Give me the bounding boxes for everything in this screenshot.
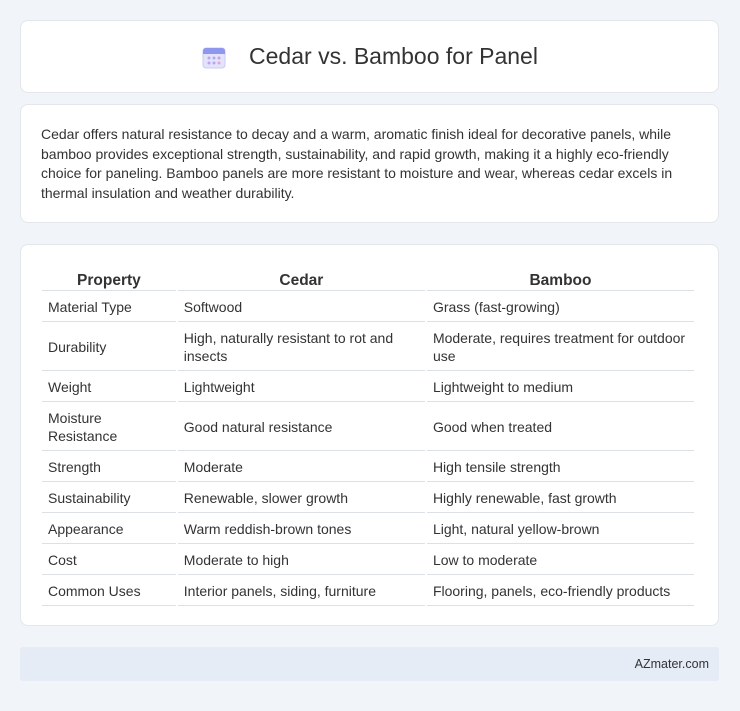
property-cell: Sustainability [42,484,176,513]
cedar-cell: Softwood [178,293,425,322]
table-row [42,373,694,402]
cedar-cell: Lightweight [178,373,425,402]
cedar-cell: Moderate [178,453,425,482]
property-cell: Durability [42,324,176,371]
comparison-card [20,244,719,626]
bamboo-cell: Grass (fast-growing) [427,293,694,322]
header-cedar: Cedar [178,269,425,291]
table-row [42,546,694,575]
page-title: Cedar vs. Bamboo for Panel [249,43,538,69]
header-bamboo: Bamboo [427,269,694,291]
comparison-table [40,267,696,608]
table-row [42,324,694,371]
table-row [42,453,694,482]
property-cell: Common Uses [42,577,176,606]
property-cell: Material Type [42,293,176,322]
header-card [20,20,719,93]
bamboo-cell: Moderate, requires treatment for outdoor use [427,324,694,371]
bamboo-cell: Low to moderate [427,546,694,575]
footer-brand[interactable]: AZmater.com [634,657,709,671]
table-row [42,293,694,322]
property-cell: Strength [42,453,176,482]
property-cell: Weight [42,373,176,402]
calendar-icon [201,44,227,70]
property-cell: Moisture Resistance [42,404,176,451]
cedar-cell: Warm reddish-brown tones [178,515,425,544]
header-property: Property [42,269,176,291]
bamboo-cell: Light, natural yellow-brown [427,515,694,544]
summary-card [20,104,719,223]
cedar-cell: Interior panels, siding, furniture [178,577,425,606]
summary-text: Cedar offers natural resistance to decay and a warm, aromatic finish ideal for decorative panels, while bamboo provides exceptional strength, sustainability, and rapid growth, making it a highly eco-friendly choice for paneling. Bamboo panels are more resistant to moisture and wear, whereas cedar excels in thermal insulation and weather durability. [41,126,673,201]
footer-bar [20,647,719,681]
cedar-cell: High, naturally resistant to rot and insects [178,324,425,371]
table-row [42,484,694,513]
bamboo-cell: Highly renewable, fast growth [427,484,694,513]
table-header-row [42,269,694,291]
cedar-cell: Moderate to high [178,546,425,575]
bamboo-cell: Flooring, panels, eco-friendly products [427,577,694,606]
bamboo-cell: High tensile strength [427,453,694,482]
table-row [42,404,694,451]
bamboo-cell: Good when treated [427,404,694,451]
cedar-cell: Renewable, slower growth [178,484,425,513]
table-row [42,515,694,544]
cedar-cell: Good natural resistance [178,404,425,451]
property-cell: Appearance [42,515,176,544]
property-cell: Cost [42,546,176,575]
table-row [42,577,694,606]
bamboo-cell: Lightweight to medium [427,373,694,402]
